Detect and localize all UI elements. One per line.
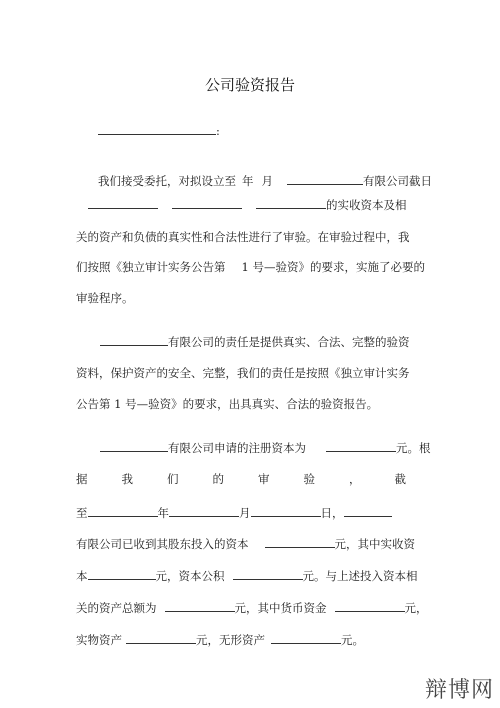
p3-word: 验 <box>303 472 315 486</box>
p3-line-5 <box>76 569 418 583</box>
p3-line-4 <box>76 537 415 551</box>
p3-text: 至 <box>76 506 88 520</box>
p3-text: 元。根 <box>396 441 431 455</box>
addressee-blank <box>98 124 216 135</box>
p1-text: 1 号—验资》的要求，实施了必要的 <box>241 260 425 274</box>
p3-line-3 <box>76 506 392 520</box>
p1-line-5: 审验程序。 <box>76 291 134 305</box>
p1-company-blank <box>287 174 363 185</box>
p3-word: 们 <box>167 472 179 486</box>
p3-text: 年 <box>157 506 169 520</box>
p3-word: ， <box>349 472 361 486</box>
p1-month: 月 <box>261 174 273 188</box>
p3-word: 审 <box>258 472 270 486</box>
p3-line-6 <box>76 601 428 615</box>
p1-blank <box>256 198 326 209</box>
p1-blank <box>88 198 158 209</box>
p3-month-blank <box>169 506 239 517</box>
p2-company-blank <box>100 335 168 346</box>
p3-text: 元，其中货币资金 <box>234 601 327 615</box>
p1-text: 有限公司截日 <box>363 174 432 188</box>
p3-intangible-assets-blank <box>271 633 341 644</box>
p2-line-2: 资料，保护资产的安全、完整，我们的责任是按照《独立审计实务 <box>76 366 410 380</box>
p3-text: 有限公司已收到其股东投入的资本 <box>76 537 249 551</box>
p3-paid-in-blank <box>88 569 156 580</box>
p1-blank <box>172 198 242 209</box>
p3-line-7 <box>76 633 364 647</box>
p3-text: 关的资产总额为 <box>76 601 157 615</box>
p2-line-1 <box>100 335 410 349</box>
watermark-logo: 辩博网 <box>424 678 494 703</box>
p3-word: 据 <box>76 472 88 486</box>
p3-text: 元， <box>404 601 428 615</box>
p1-text: 们按照《独立审计实务公告第 <box>76 260 226 274</box>
p3-word: 的 <box>212 472 224 486</box>
p3-company-blank <box>100 441 168 452</box>
p1-text: 我们接受委托，对拟设立至 <box>98 174 236 188</box>
p3-text: 日， <box>320 506 344 520</box>
p3-capital-blank <box>326 441 396 452</box>
p2-line-3: 公告第 1 号—验资》的要求，出具真实、合法的验资报告。 <box>76 397 379 411</box>
p3-text: 实物资产 <box>76 633 122 647</box>
p3-text: 元。 <box>341 633 364 647</box>
p1-line-1 <box>98 174 432 188</box>
p3-text: 本 <box>76 569 88 583</box>
p3-blank <box>344 506 392 517</box>
p3-year-blank <box>88 506 158 517</box>
p1-text: 的实收资本及相 <box>326 198 407 212</box>
document-title: 公司验资报告 <box>204 76 295 94</box>
p3-cash-blank <box>335 601 405 612</box>
p3-text: 有限公司申请的注册资本为 <box>168 441 306 455</box>
p1-year: 年 <box>242 174 254 188</box>
p3-text: 元。与上述投入资本相 <box>302 569 418 583</box>
p3-day-blank <box>251 506 321 517</box>
p1-line-2 <box>88 198 407 212</box>
p3-text: 元，其中实收资 <box>334 537 415 551</box>
p1-line-3: 关的资产和负债的真实性和合法性进行了审验。在审验过程中，我 <box>76 230 410 244</box>
p3-text: 元，无形资产 <box>196 633 265 647</box>
addressee-line <box>98 124 220 138</box>
p3-line-1 <box>100 441 431 455</box>
p1-line-4 <box>76 260 425 274</box>
p3-line-2 <box>76 472 406 486</box>
p3-capital-received-blank <box>265 537 335 548</box>
p3-reserve-blank <box>233 569 303 580</box>
p3-physical-assets-blank <box>126 633 196 644</box>
p2-text: 有限公司的责任是提供真实、合法、完整的验资 <box>168 335 410 349</box>
p3-word: 我 <box>121 472 133 486</box>
p3-total-assets-blank <box>165 601 235 612</box>
p3-text: 元，资本公积 <box>155 569 225 583</box>
addressee-colon: : <box>216 124 220 138</box>
p3-text: 月 <box>239 506 251 520</box>
p3-word: 截 <box>394 472 406 486</box>
